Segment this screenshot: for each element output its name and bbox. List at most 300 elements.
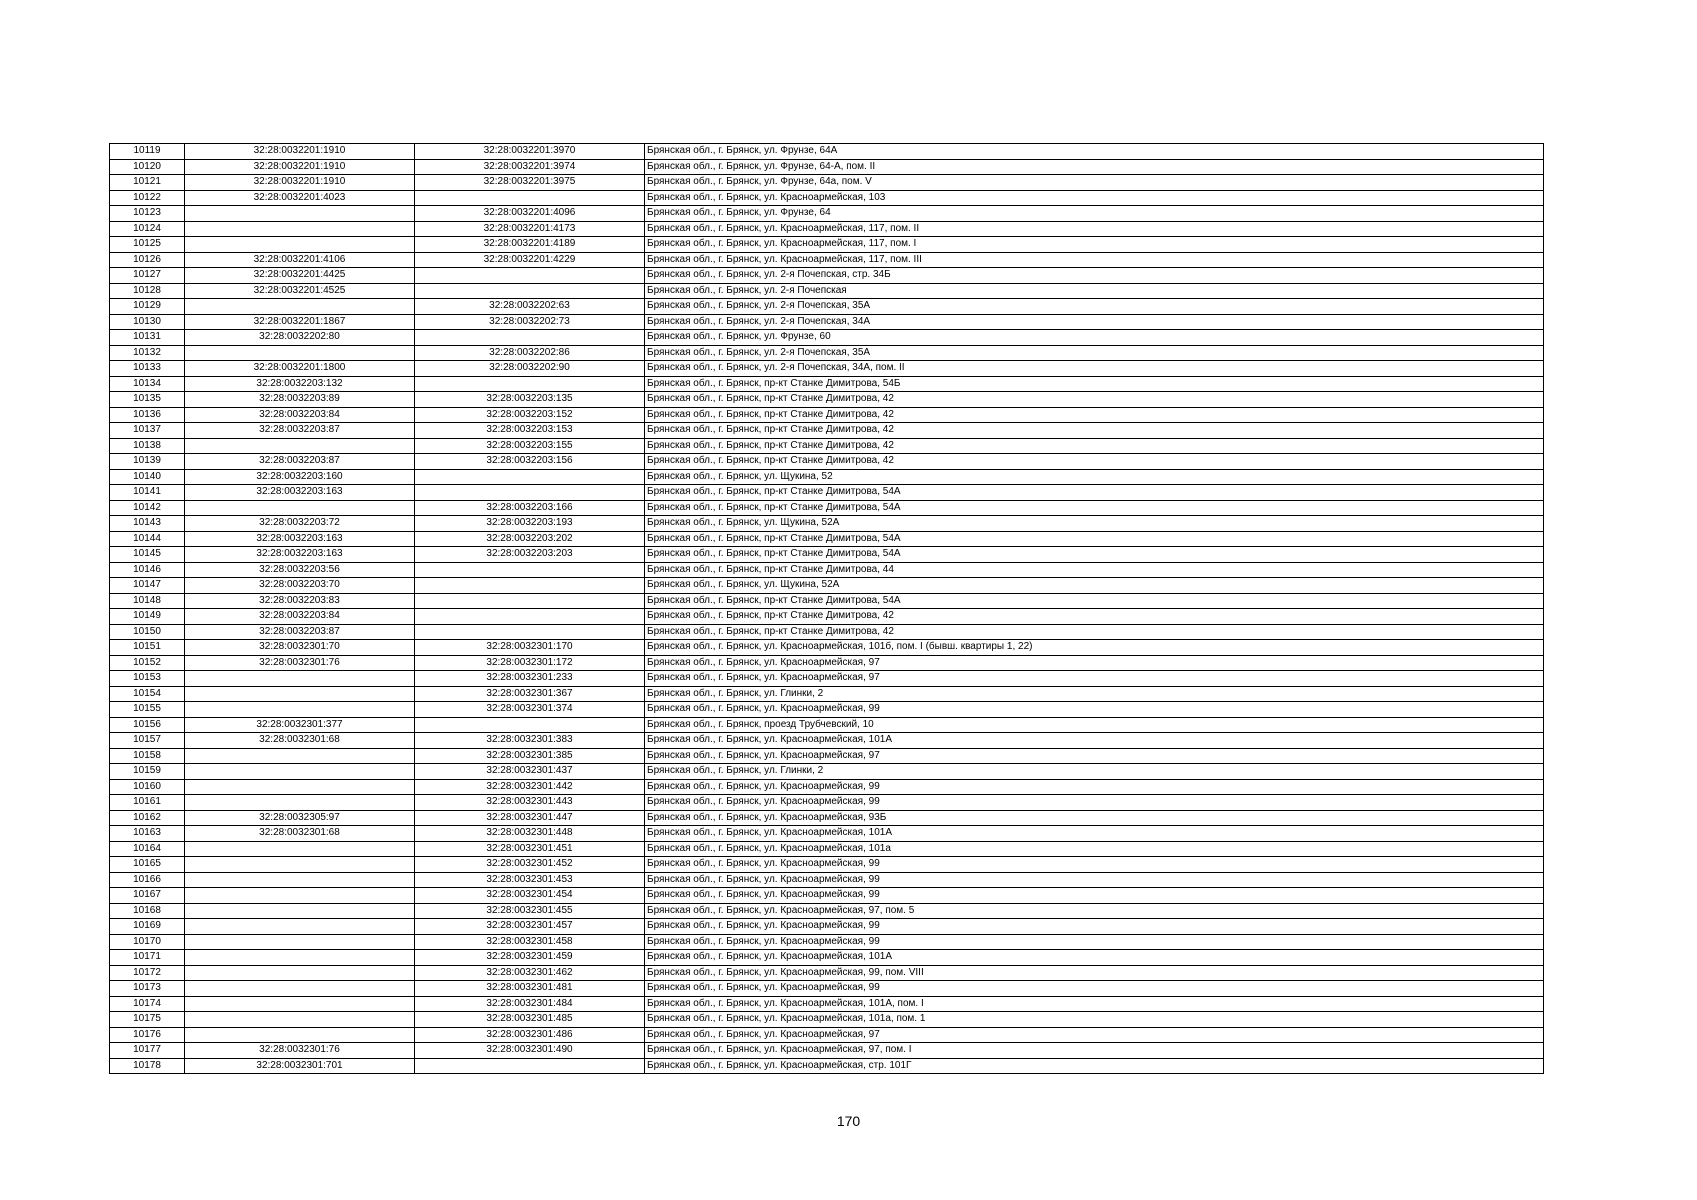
object-number-cell [415,609,645,625]
table-row [110,159,1544,175]
row-number-cell: 10125 [110,237,185,253]
address-cell: Брянская обл., г. Брянск, ул. Глинки, 2 [645,764,1544,780]
table-row [110,438,1544,454]
table-row [110,237,1544,253]
table-row [110,578,1544,594]
address-cell: Брянская обл., г. Брянск, пр-кт Станке Димитрова, 42 [645,423,1544,439]
row-number-cell: 10145 [110,547,185,563]
address-cell: Брянская обл., г. Брянск, ул. Красноармейская, 99 [645,702,1544,718]
records-table-body [110,144,1544,1074]
row-number-cell: 10160 [110,779,185,795]
parcel-number-cell: 32:28:0032301:377 [185,717,415,733]
parcel-number-cell [185,764,415,780]
row-number-cell: 10141 [110,485,185,501]
row-number-cell: 10142 [110,500,185,516]
table-row [110,1012,1544,1028]
object-number-cell: 32:28:0032203:202 [415,531,645,547]
row-number-cell: 10137 [110,423,185,439]
address-cell: Брянская обл., г. Брянск, ул. Красноармейская, 97, пом. 5 [645,903,1544,919]
parcel-number-cell [185,500,415,516]
parcel-number-cell [185,872,415,888]
table-row [110,376,1544,392]
address-cell: Брянская обл., г. Брянск, ул. Красноармейская, 99 [645,795,1544,811]
object-number-cell [415,1058,645,1074]
parcel-number-cell: 32:28:0032203:160 [185,469,415,485]
address-cell: Брянская обл., г. Брянск, ул. Красноармейская, 99 [645,981,1544,997]
address-cell: Брянская обл., г. Брянск, ул. Щукина, 52А [645,578,1544,594]
parcel-number-cell: 32:28:0032301:76 [185,1043,415,1059]
parcel-number-cell: 32:28:0032301:68 [185,733,415,749]
row-number-cell: 10159 [110,764,185,780]
parcel-number-cell: 32:28:0032203:163 [185,531,415,547]
table-row [110,702,1544,718]
address-cell: Брянская обл., г. Брянск, ул. Фрунзе, 64 [645,206,1544,222]
address-cell: Брянская обл., г. Брянск, ул. Красноармейская, 97 [645,1027,1544,1043]
row-number-cell: 10134 [110,376,185,392]
address-cell: Брянская обл., г. Брянск, ул. Красноармейская, стр. 101Г [645,1058,1544,1074]
parcel-number-cell [185,345,415,361]
address-cell: Брянская обл., г. Брянск, ул. Красноармейская, 99 [645,888,1544,904]
parcel-number-cell: 32:28:0032203:87 [185,423,415,439]
object-number-cell: 32:28:0032301:490 [415,1043,645,1059]
address-cell: Брянская обл., г. Брянск, ул. Фрунзе, 64А [645,144,1544,160]
object-number-cell [415,268,645,284]
parcel-number-cell: 32:28:0032203:83 [185,593,415,609]
row-number-cell: 10124 [110,221,185,237]
table-row [110,810,1544,826]
address-cell: Брянская обл., г. Брянск, пр-кт Станке Димитрова, 54А [645,547,1544,563]
object-number-cell [415,376,645,392]
address-cell: Брянская обл., г. Брянск, ул. Красноармейская, 99 [645,919,1544,935]
row-number-cell: 10149 [110,609,185,625]
row-number-cell: 10133 [110,361,185,377]
object-number-cell: 32:28:0032201:4229 [415,252,645,268]
row-number-cell: 10120 [110,159,185,175]
row-number-cell: 10152 [110,655,185,671]
table-row [110,841,1544,857]
object-number-cell: 32:28:0032301:452 [415,857,645,873]
parcel-number-cell [185,438,415,454]
row-number-cell: 10167 [110,888,185,904]
address-cell: Брянская обл., г. Брянск, пр-кт Станке Димитрова, 42 [645,407,1544,423]
table-row [110,423,1544,439]
row-number-cell: 10165 [110,857,185,873]
table-row [110,469,1544,485]
address-cell: Брянская обл., г. Брянск, пр-кт Станке Димитрова, 54А [645,531,1544,547]
parcel-number-cell: 32:28:0032305:97 [185,810,415,826]
row-number-cell: 10173 [110,981,185,997]
table-row [110,144,1544,160]
table-row [110,795,1544,811]
parcel-number-cell: 32:28:0032203:56 [185,562,415,578]
address-cell: Брянская обл., г. Брянск, пр-кт Станке Димитрова, 54Б [645,376,1544,392]
address-cell: Брянская обл., г. Брянск, ул. Щукина, 52А [645,516,1544,532]
object-number-cell: 32:28:0032301:448 [415,826,645,842]
row-number-cell: 10176 [110,1027,185,1043]
parcel-number-cell: 32:28:0032203:72 [185,516,415,532]
parcel-number-cell: 32:28:0032203:163 [185,547,415,563]
object-number-cell: 32:28:0032301:453 [415,872,645,888]
address-cell: Брянская обл., г. Брянск, пр-кт Станке Димитрова, 42 [645,438,1544,454]
table-row [110,748,1544,764]
row-number-cell: 10146 [110,562,185,578]
address-cell: Брянская обл., г. Брянск, ул. Красноармейская, 99 [645,857,1544,873]
row-number-cell: 10147 [110,578,185,594]
row-number-cell: 10130 [110,314,185,330]
row-number-cell: 10135 [110,392,185,408]
object-number-cell: 32:28:0032201:4189 [415,237,645,253]
row-number-cell: 10131 [110,330,185,346]
object-number-cell: 32:28:0032301:455 [415,903,645,919]
parcel-number-cell [185,903,415,919]
parcel-number-cell [185,934,415,950]
row-number-cell: 10122 [110,190,185,206]
row-number-cell: 10177 [110,1043,185,1059]
object-number-cell [415,330,645,346]
table-row [110,283,1544,299]
table-row [110,361,1544,377]
row-number-cell: 10150 [110,624,185,640]
address-cell: Брянская обл., г. Брянск, ул. Фрунзе, 60 [645,330,1544,346]
parcel-number-cell [185,981,415,997]
parcel-number-cell [185,841,415,857]
row-number-cell: 10121 [110,175,185,191]
table-row [110,252,1544,268]
table-row [110,190,1544,206]
row-number-cell: 10174 [110,996,185,1012]
parcel-number-cell: 32:28:0032203:163 [185,485,415,501]
table-row [110,903,1544,919]
parcel-number-cell [185,671,415,687]
parcel-number-cell [185,299,415,315]
address-cell: Брянская обл., г. Брянск, ул. Красноармейская, 97, пом. I [645,1043,1544,1059]
row-number-cell: 10158 [110,748,185,764]
table-row [110,175,1544,191]
address-cell: Брянская обл., г. Брянск, пр-кт Станке Димитрова, 54А [645,500,1544,516]
object-number-cell: 32:28:0032201:4173 [415,221,645,237]
parcel-number-cell: 32:28:0032201:4425 [185,268,415,284]
row-number-cell: 10126 [110,252,185,268]
parcel-number-cell [185,1027,415,1043]
object-number-cell: 32:28:0032301:233 [415,671,645,687]
object-number-cell: 32:28:0032202:90 [415,361,645,377]
object-number-cell: 32:28:0032203:155 [415,438,645,454]
parcel-number-cell: 32:28:0032202:80 [185,330,415,346]
parcel-number-cell [185,965,415,981]
address-cell: Брянская обл., г. Брянск, ул. Красноармейская, 117, пом. III [645,252,1544,268]
table-row [110,1043,1544,1059]
parcel-number-cell: 32:28:0032301:76 [185,655,415,671]
address-cell: Брянская обл., г. Брянск, ул. Красноармейская, 103 [645,190,1544,206]
row-number-cell: 10178 [110,1058,185,1074]
parcel-number-cell: 32:28:0032201:4106 [185,252,415,268]
parcel-number-cell: 32:28:0032201:4525 [185,283,415,299]
address-cell: Брянская обл., г. Брянск, пр-кт Станке Димитрова, 42 [645,624,1544,640]
object-number-cell: 32:28:0032203:193 [415,516,645,532]
parcel-number-cell: 32:28:0032201:1910 [185,144,415,160]
table-row [110,206,1544,222]
address-cell: Брянская обл., г. Брянск, ул. Красноармейская, 101А [645,950,1544,966]
row-number-cell: 10155 [110,702,185,718]
row-number-cell: 10119 [110,144,185,160]
table-row [110,609,1544,625]
row-number-cell: 10123 [110,206,185,222]
object-number-cell: 32:28:0032201:3970 [415,144,645,160]
object-number-cell [415,624,645,640]
object-number-cell: 32:28:0032301:437 [415,764,645,780]
address-cell: Брянская обл., г. Брянск, ул. 2-я Почепская [645,283,1544,299]
table-row [110,872,1544,888]
object-number-cell: 32:28:0032301:484 [415,996,645,1012]
parcel-number-cell [185,779,415,795]
table-row [110,392,1544,408]
row-number-cell: 10175 [110,1012,185,1028]
row-number-cell: 10128 [110,283,185,299]
table-row [110,299,1544,315]
row-number-cell: 10136 [110,407,185,423]
page-number: 170 [836,1113,861,1129]
table-row [110,330,1544,346]
parcel-number-cell [185,206,415,222]
row-number-cell: 10129 [110,299,185,315]
table-row [110,779,1544,795]
address-cell: Брянская обл., г. Брянск, ул. Красноармейская, 97 [645,671,1544,687]
address-cell: Брянская обл., г. Брянск, пр-кт Станке Димитрова, 44 [645,562,1544,578]
parcel-number-cell: 32:28:0032203:132 [185,376,415,392]
table-row [110,857,1544,873]
object-number-cell: 32:28:0032201:3975 [415,175,645,191]
parcel-number-cell [185,795,415,811]
object-number-cell: 32:28:0032203:156 [415,454,645,470]
object-number-cell: 32:28:0032301:458 [415,934,645,950]
table-row [110,516,1544,532]
table-row [110,888,1544,904]
parcel-number-cell: 32:28:0032201:1800 [185,361,415,377]
parcel-number-cell: 32:28:0032203:87 [185,454,415,470]
object-number-cell [415,717,645,733]
row-number-cell: 10172 [110,965,185,981]
table-row [110,764,1544,780]
address-cell: Брянская обл., г. Брянск, ул. Красноармейская, 101А, пом. I [645,996,1544,1012]
table-row [110,655,1544,671]
address-cell: Брянская обл., г. Брянск, ул. 2-я Почепская, 34А [645,314,1544,330]
table-row [110,965,1544,981]
parcel-number-cell [185,857,415,873]
address-cell: Брянская обл., г. Брянск, пр-кт Станке Димитрова, 54А [645,485,1544,501]
table-row [110,547,1544,563]
object-number-cell: 32:28:0032202:63 [415,299,645,315]
row-number-cell: 10156 [110,717,185,733]
parcel-number-cell: 32:28:0032201:1910 [185,159,415,175]
row-number-cell: 10161 [110,795,185,811]
object-number-cell [415,283,645,299]
object-number-cell: 32:28:0032301:443 [415,795,645,811]
table-row [110,934,1544,950]
parcel-number-cell: 32:28:0032201:4023 [185,190,415,206]
table-row [110,454,1544,470]
object-number-cell: 32:28:0032301:385 [415,748,645,764]
object-number-cell: 32:28:0032203:135 [415,392,645,408]
table-row [110,500,1544,516]
object-number-cell: 32:28:0032202:73 [415,314,645,330]
object-number-cell [415,485,645,501]
row-number-cell: 10140 [110,469,185,485]
parcel-number-cell [185,919,415,935]
object-number-cell: 32:28:0032202:86 [415,345,645,361]
address-cell: Брянская обл., г. Брянск, ул. Красноармейская, 117, пом. II [645,221,1544,237]
parcel-number-cell [185,686,415,702]
parcel-number-cell [185,702,415,718]
row-number-cell: 10163 [110,826,185,842]
table-row [110,981,1544,997]
table-row [110,671,1544,687]
table-row [110,733,1544,749]
parcel-number-cell: 32:28:0032301:701 [185,1058,415,1074]
table-row [110,407,1544,423]
address-cell: Брянская обл., г. Брянск, ул. Красноармейская, 97 [645,748,1544,764]
address-cell: Брянская обл., г. Брянск, ул. Красноармейская, 117, пом. I [645,237,1544,253]
table-row [110,717,1544,733]
row-number-cell: 10143 [110,516,185,532]
object-number-cell: 32:28:0032301:170 [415,640,645,656]
object-number-cell: 32:28:0032301:367 [415,686,645,702]
table-row [110,624,1544,640]
table-row [110,531,1544,547]
table-row [110,950,1544,966]
parcel-number-cell [185,748,415,764]
address-cell: Брянская обл., г. Брянск, ул. Красноармейская, 101а [645,841,1544,857]
row-number-cell: 10153 [110,671,185,687]
parcel-number-cell: 32:28:0032203:89 [185,392,415,408]
object-number-cell: 32:28:0032301:172 [415,655,645,671]
row-number-cell: 10139 [110,454,185,470]
table-row [110,562,1544,578]
address-cell: Брянская обл., г. Брянск, ул. Фрунзе, 64-А, пом. II [645,159,1544,175]
address-cell: Брянская обл., г. Брянск, ул. Красноармейская, 101б, пом. I (бывш. квартиры 1, 22) [645,640,1544,656]
address-cell: Брянская обл., г. Брянск, ул. 2-я Почепская, 34А, пом. II [645,361,1544,377]
object-number-cell: 32:28:0032301:462 [415,965,645,981]
row-number-cell: 10151 [110,640,185,656]
object-number-cell [415,593,645,609]
table-row [110,1058,1544,1074]
table-row [110,1027,1544,1043]
object-number-cell [415,190,645,206]
address-cell: Брянская обл., г. Брянск, ул. Фрунзе, 64а, пом. V [645,175,1544,191]
address-cell: Брянская обл., г. Брянск, ул. 2-я Почепская, 35А [645,345,1544,361]
object-number-cell: 32:28:0032301:447 [415,810,645,826]
row-number-cell: 10164 [110,841,185,857]
object-number-cell: 32:28:0032301:459 [415,950,645,966]
row-number-cell: 10168 [110,903,185,919]
address-cell: Брянская обл., г. Брянск, ул. Красноармейская, 99 [645,872,1544,888]
table-row [110,593,1544,609]
row-number-cell: 10127 [110,268,185,284]
object-number-cell [415,562,645,578]
object-number-cell: 32:28:0032301:442 [415,779,645,795]
parcel-number-cell: 32:28:0032203:84 [185,407,415,423]
row-number-cell: 10170 [110,934,185,950]
object-number-cell: 32:28:0032301:451 [415,841,645,857]
row-number-cell: 10171 [110,950,185,966]
address-cell: Брянская обл., г. Брянск, ул. Щукина, 52 [645,469,1544,485]
address-cell: Брянская обл., г. Брянск, ул. Красноармейская, 99 [645,934,1544,950]
address-cell: Брянская обл., г. Брянск, ул. Глинки, 2 [645,686,1544,702]
parcel-number-cell [185,888,415,904]
address-cell: Брянская обл., г. Брянск, ул. Красноармейская, 93Б [645,810,1544,826]
row-number-cell: 10166 [110,872,185,888]
parcel-number-cell: 32:28:0032301:68 [185,826,415,842]
table-row [110,345,1544,361]
address-cell: Брянская обл., г. Брянск, ул. Красноармейская, 101А [645,733,1544,749]
address-cell: Брянская обл., г. Брянск, ул. Красноармейская, 97 [645,655,1544,671]
row-number-cell: 10169 [110,919,185,935]
table-row [110,314,1544,330]
table-row [110,221,1544,237]
parcel-number-cell: 32:28:0032301:70 [185,640,415,656]
table-row [110,268,1544,284]
row-number-cell: 10162 [110,810,185,826]
address-cell: Брянская обл., г. Брянск, проезд Трубчевский, 10 [645,717,1544,733]
address-cell: Брянская обл., г. Брянск, ул. Красноармейская, 101А [645,826,1544,842]
row-number-cell: 10148 [110,593,185,609]
object-number-cell: 32:28:0032301:485 [415,1012,645,1028]
address-cell: Брянская обл., г. Брянск, ул. 2-я Почепская, 35А [645,299,1544,315]
object-number-cell: 32:28:0032301:374 [415,702,645,718]
table-row [110,640,1544,656]
parcel-number-cell [185,237,415,253]
address-cell: Брянская обл., г. Брянск, ул. Красноармейская, 99 [645,779,1544,795]
parcel-number-cell: 32:28:0032203:70 [185,578,415,594]
address-cell: Брянская обл., г. Брянск, ул. Красноармейская, 101а, пом. 1 [645,1012,1544,1028]
row-number-cell: 10132 [110,345,185,361]
table-row [110,485,1544,501]
row-number-cell: 10157 [110,733,185,749]
address-cell: Брянская обл., г. Брянск, пр-кт Станке Димитрова, 42 [645,454,1544,470]
parcel-number-cell: 32:28:0032201:1910 [185,175,415,191]
object-number-cell: 32:28:0032201:4096 [415,206,645,222]
parcel-number-cell: 32:28:0032203:84 [185,609,415,625]
parcel-number-cell: 32:28:0032203:87 [185,624,415,640]
object-number-cell: 32:28:0032203:153 [415,423,645,439]
parcel-number-cell: 32:28:0032201:1867 [185,314,415,330]
parcel-number-cell [185,950,415,966]
parcel-number-cell [185,1012,415,1028]
object-number-cell: 32:28:0032301:454 [415,888,645,904]
object-number-cell: 32:28:0032201:3974 [415,159,645,175]
object-number-cell: 32:28:0032203:203 [415,547,645,563]
table-row [110,826,1544,842]
table-row [110,919,1544,935]
object-number-cell [415,578,645,594]
object-number-cell: 32:28:0032203:152 [415,407,645,423]
object-number-cell: 32:28:0032301:457 [415,919,645,935]
object-number-cell: 32:28:0032301:481 [415,981,645,997]
row-number-cell: 10144 [110,531,185,547]
object-number-cell: 32:28:0032301:383 [415,733,645,749]
table-row [110,996,1544,1012]
object-number-cell: 32:28:0032203:166 [415,500,645,516]
row-number-cell: 10138 [110,438,185,454]
address-cell: Брянская обл., г. Брянск, ул. 2-я Почепская, стр. 34Б [645,268,1544,284]
object-number-cell [415,469,645,485]
address-cell: Брянская обл., г. Брянск, пр-кт Станке Димитрова, 54А [645,593,1544,609]
address-cell: Брянская обл., г. Брянск, пр-кт Станке Димитрова, 42 [645,392,1544,408]
address-cell: Брянская обл., г. Брянск, ул. Красноармейская, 99, пом. VIII [645,965,1544,981]
parcel-number-cell [185,996,415,1012]
table-row [110,686,1544,702]
records-table [109,143,1544,1074]
row-number-cell: 10154 [110,686,185,702]
